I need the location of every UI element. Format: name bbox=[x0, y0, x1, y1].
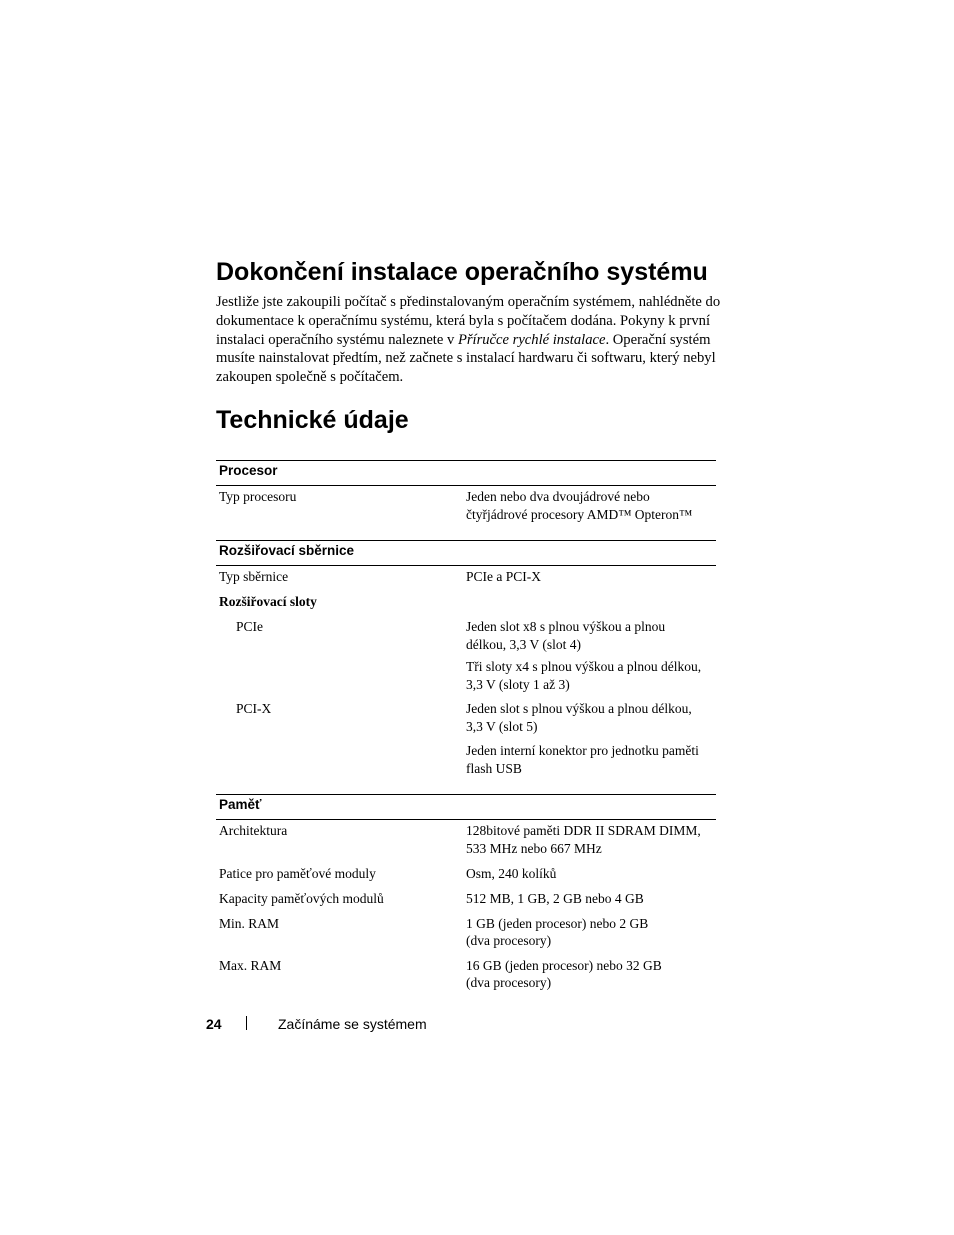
spec-value bbox=[466, 593, 716, 611]
quick-install-guide-title: Příručce rychlé instalace bbox=[457, 331, 606, 348]
spec-value-line: 3,3 V (sloty 1 až 3) bbox=[466, 676, 570, 692]
spec-row-pcie bbox=[216, 618, 716, 693]
spec-value-line: 3,3 V (slot 5) bbox=[466, 718, 538, 734]
intro-text-2: . Operační systém musíte nainstalovat předtím, než začnete s instalací hardwaru či softwaru, který nebyl zakoupen společně s počítačem. bbox=[216, 331, 716, 386]
section-memory: Paměť bbox=[216, 794, 716, 820]
spec-row-expansion-slots bbox=[216, 593, 716, 611]
spec-value-line: čtyřjádrové procesory AMD™ Opteron™ bbox=[466, 506, 693, 522]
spec-row-memory-sockets bbox=[216, 865, 716, 883]
spec-value bbox=[466, 957, 716, 992]
heading-os-install: Dokončení instalace operačního systému bbox=[216, 258, 708, 286]
spec-value bbox=[466, 618, 716, 693]
section-processor: Procesor bbox=[216, 460, 716, 486]
spec-value-line: Jeden interní konektor pro jednotku paměti bbox=[466, 743, 699, 758]
spec-value-line: (dva procesory) bbox=[466, 975, 552, 990]
spec-value bbox=[466, 822, 716, 857]
spec-row-pcix bbox=[216, 700, 716, 777]
spec-row-processor-type bbox=[216, 488, 716, 523]
spec-label: Architektura bbox=[219, 823, 288, 838]
spec-value-line: flash USB bbox=[466, 760, 522, 776]
spec-value bbox=[466, 488, 716, 523]
spec-value bbox=[466, 915, 716, 950]
intro-text-1: Jestliže jste zakoupili počítač s předinstalovaným operačním systémem, nahlédněte do dokumentace k operačnímu systému, která byla s počítačem dodána. Pokyny k první instalaci operačního systému naleznete v bbox=[216, 294, 721, 348]
spec-value: PCIe a PCI-X bbox=[466, 569, 541, 584]
spec-row-architecture bbox=[216, 822, 716, 857]
spec-value-line: 16 GB (jeden procesor) nebo 32 GB bbox=[466, 957, 662, 973]
spec-value-line: Jeden slot s plnou výškou a plnou délkou, bbox=[466, 701, 692, 716]
spec-label: Max. RAM bbox=[219, 957, 282, 973]
spec-row-module-capacities bbox=[216, 890, 716, 908]
spec-label: Rozšiřovací sloty bbox=[219, 594, 317, 609]
spec-value: 512 MB, 1 GB, 2 GB nebo 4 GB bbox=[466, 890, 644, 906]
spec-label: Patice pro paměťové moduly bbox=[219, 865, 376, 881]
spec-value-line: Jeden slot x8 s plnou výškou a plnou bbox=[466, 619, 666, 634]
spec-label: Kapacity paměťových modulů bbox=[219, 890, 384, 906]
spec-value bbox=[466, 700, 716, 777]
specs-table bbox=[216, 460, 716, 992]
spec-row-bus-type bbox=[216, 568, 716, 586]
spec-label: Typ sběrnice bbox=[219, 569, 289, 584]
spec-label: Typ procesoru bbox=[219, 489, 297, 504]
spec-value-line: Jeden nebo dva dvoujádrové nebo bbox=[466, 489, 650, 504]
spec-value-line: Tři sloty x4 s plnou výškou a plnou délkou, bbox=[466, 659, 702, 674]
intro-paragraph bbox=[216, 293, 736, 387]
spec-row-max-ram bbox=[216, 957, 716, 992]
footer-section-title: Začínáme se systémem bbox=[278, 1016, 427, 1032]
spec-value-line: délkou, 3,3 V (slot 4) bbox=[466, 636, 582, 652]
spec-label: Min. RAM bbox=[219, 915, 280, 931]
spec-label: PCIe bbox=[236, 619, 263, 634]
footer-separator bbox=[246, 1016, 247, 1030]
spec-value-line: 1 GB (jeden procesor) nebo 2 GB bbox=[466, 915, 649, 931]
spec-value-line: 128bitové paměti DDR II SDRAM DIMM, bbox=[466, 823, 701, 838]
spec-value-line: (dva procesory) bbox=[466, 933, 552, 948]
spec-row-min-ram bbox=[216, 915, 716, 950]
heading-technical-specs: Technické údaje bbox=[216, 406, 409, 434]
spec-label: PCI-X bbox=[236, 701, 272, 716]
section-expansion-bus: Rozšiřovací sběrnice bbox=[216, 540, 716, 566]
spec-value-line: 533 MHz nebo 667 MHz bbox=[466, 840, 602, 856]
page-number: 24 bbox=[206, 1016, 222, 1032]
spec-value: Osm, 240 kolíků bbox=[466, 865, 557, 881]
